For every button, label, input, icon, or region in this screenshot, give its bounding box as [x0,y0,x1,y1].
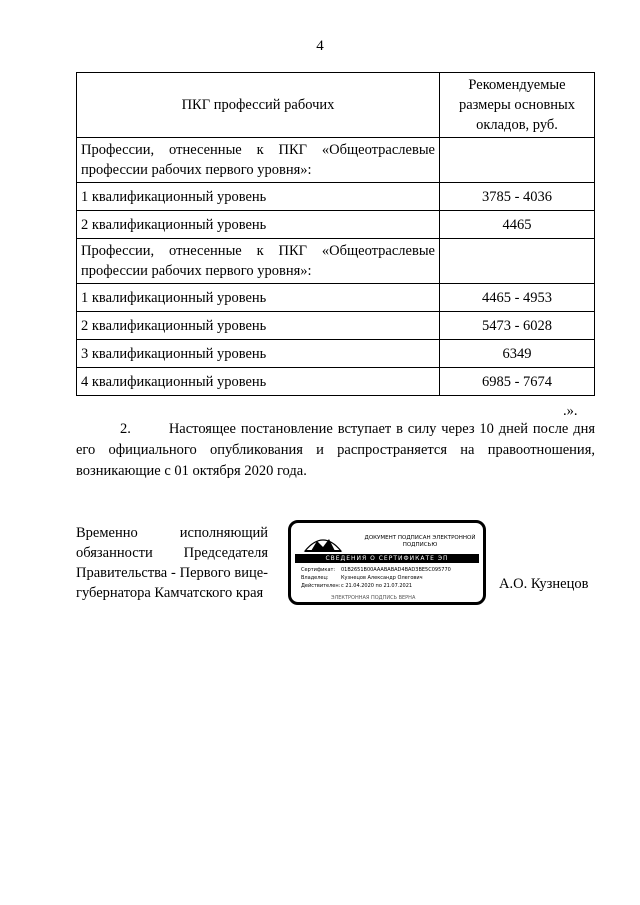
salary-value: 6985 - 7674 [440,368,595,396]
table-header-row [77,73,595,138]
paragraph-text: Настоящее постановление вступает в силу через 10 дней после дня его официального опубликования и распространяется на правоотношения, возникающие с 01 октября 2020 года. [76,421,595,479]
level-label: 3 квалификационный уровень [77,340,440,368]
certificate-value: 01B2651B00AAABABAD4BAD3BE5C095770 [341,567,451,573]
header-recommended-salary: Рекомендуемые размеры основных окладов, руб. [440,73,595,138]
stamp-heading: ДОКУМЕНТ ПОДПИСАН ЭЛЕКТРОННОЙ ПОДПИСЬЮ [364,535,476,548]
table-row [77,211,595,239]
salary-value: 6349 [440,340,595,368]
coat-of-arms-emblem [303,531,343,553]
salary-value: 4465 [440,211,595,239]
owner-value: Кузнецов Александр Олегович [341,575,423,581]
table-row [77,183,595,211]
table-row [77,284,595,312]
stamp-owner-row [301,575,423,581]
table-row [77,368,595,396]
page-number: 4 [316,38,324,54]
header-profession-group: ПКГ профессий рабочих [77,73,440,138]
electronic-signature-stamp [288,520,486,605]
signatory-title-line: обязанности Председателя [76,545,268,561]
closing-quote-mark: .». [563,403,578,419]
table-row [77,312,595,340]
salary-table [76,72,595,396]
table-row-group [77,138,595,183]
signatory-title-line: Правительства - Первого вице- [76,565,268,581]
group-label: Профессии, отнесенные к ПКГ «Общеотраслевые профессии рабочих первого уровня»: [77,239,440,284]
group-value [440,239,595,284]
signatory-name: А.О. Кузнецов [499,576,589,592]
paragraph-2 [76,419,595,482]
salary-value: 4465 - 4953 [440,284,595,312]
signatory-title [76,523,268,603]
table-row-group [77,239,595,284]
level-label: 1 квалификационный уровень [77,183,440,211]
level-label: 1 квалификационный уровень [77,284,440,312]
stamp-band: СВЕДЕНИЯ О СЕРТИФИКАТЕ ЭП [295,554,479,563]
salary-value: 5473 - 6028 [440,312,595,340]
certificate-label: Сертификат: [301,567,336,573]
salary-value: 3785 - 4036 [440,183,595,211]
owner-label: Владелец: [301,575,329,581]
valid-value: с 21.04.2020 по 21.07.2021 [341,583,413,589]
stamp-valid-row [301,583,412,589]
stamp-footer: ЭЛЕКТРОННАЯ ПОДПИСЬ ВЕРНА [331,595,416,601]
signatory-title-line: губернатора Камчатского края [76,585,264,601]
stamp-certificate-row [301,567,451,573]
level-label: 2 квалификационный уровень [77,312,440,340]
level-label: 2 квалификационный уровень [77,211,440,239]
group-label: Профессии, отнесенные к ПКГ «Общеотраслевые профессии рабочих первого уровня»: [77,138,440,183]
group-value [440,138,595,183]
signatory-title-line: Временно исполняющий [76,525,268,541]
valid-label: Действителен: [301,583,341,589]
paragraph-number: 2. [120,421,131,437]
level-label: 4 квалификационный уровень [77,368,440,396]
table-row [77,340,595,368]
